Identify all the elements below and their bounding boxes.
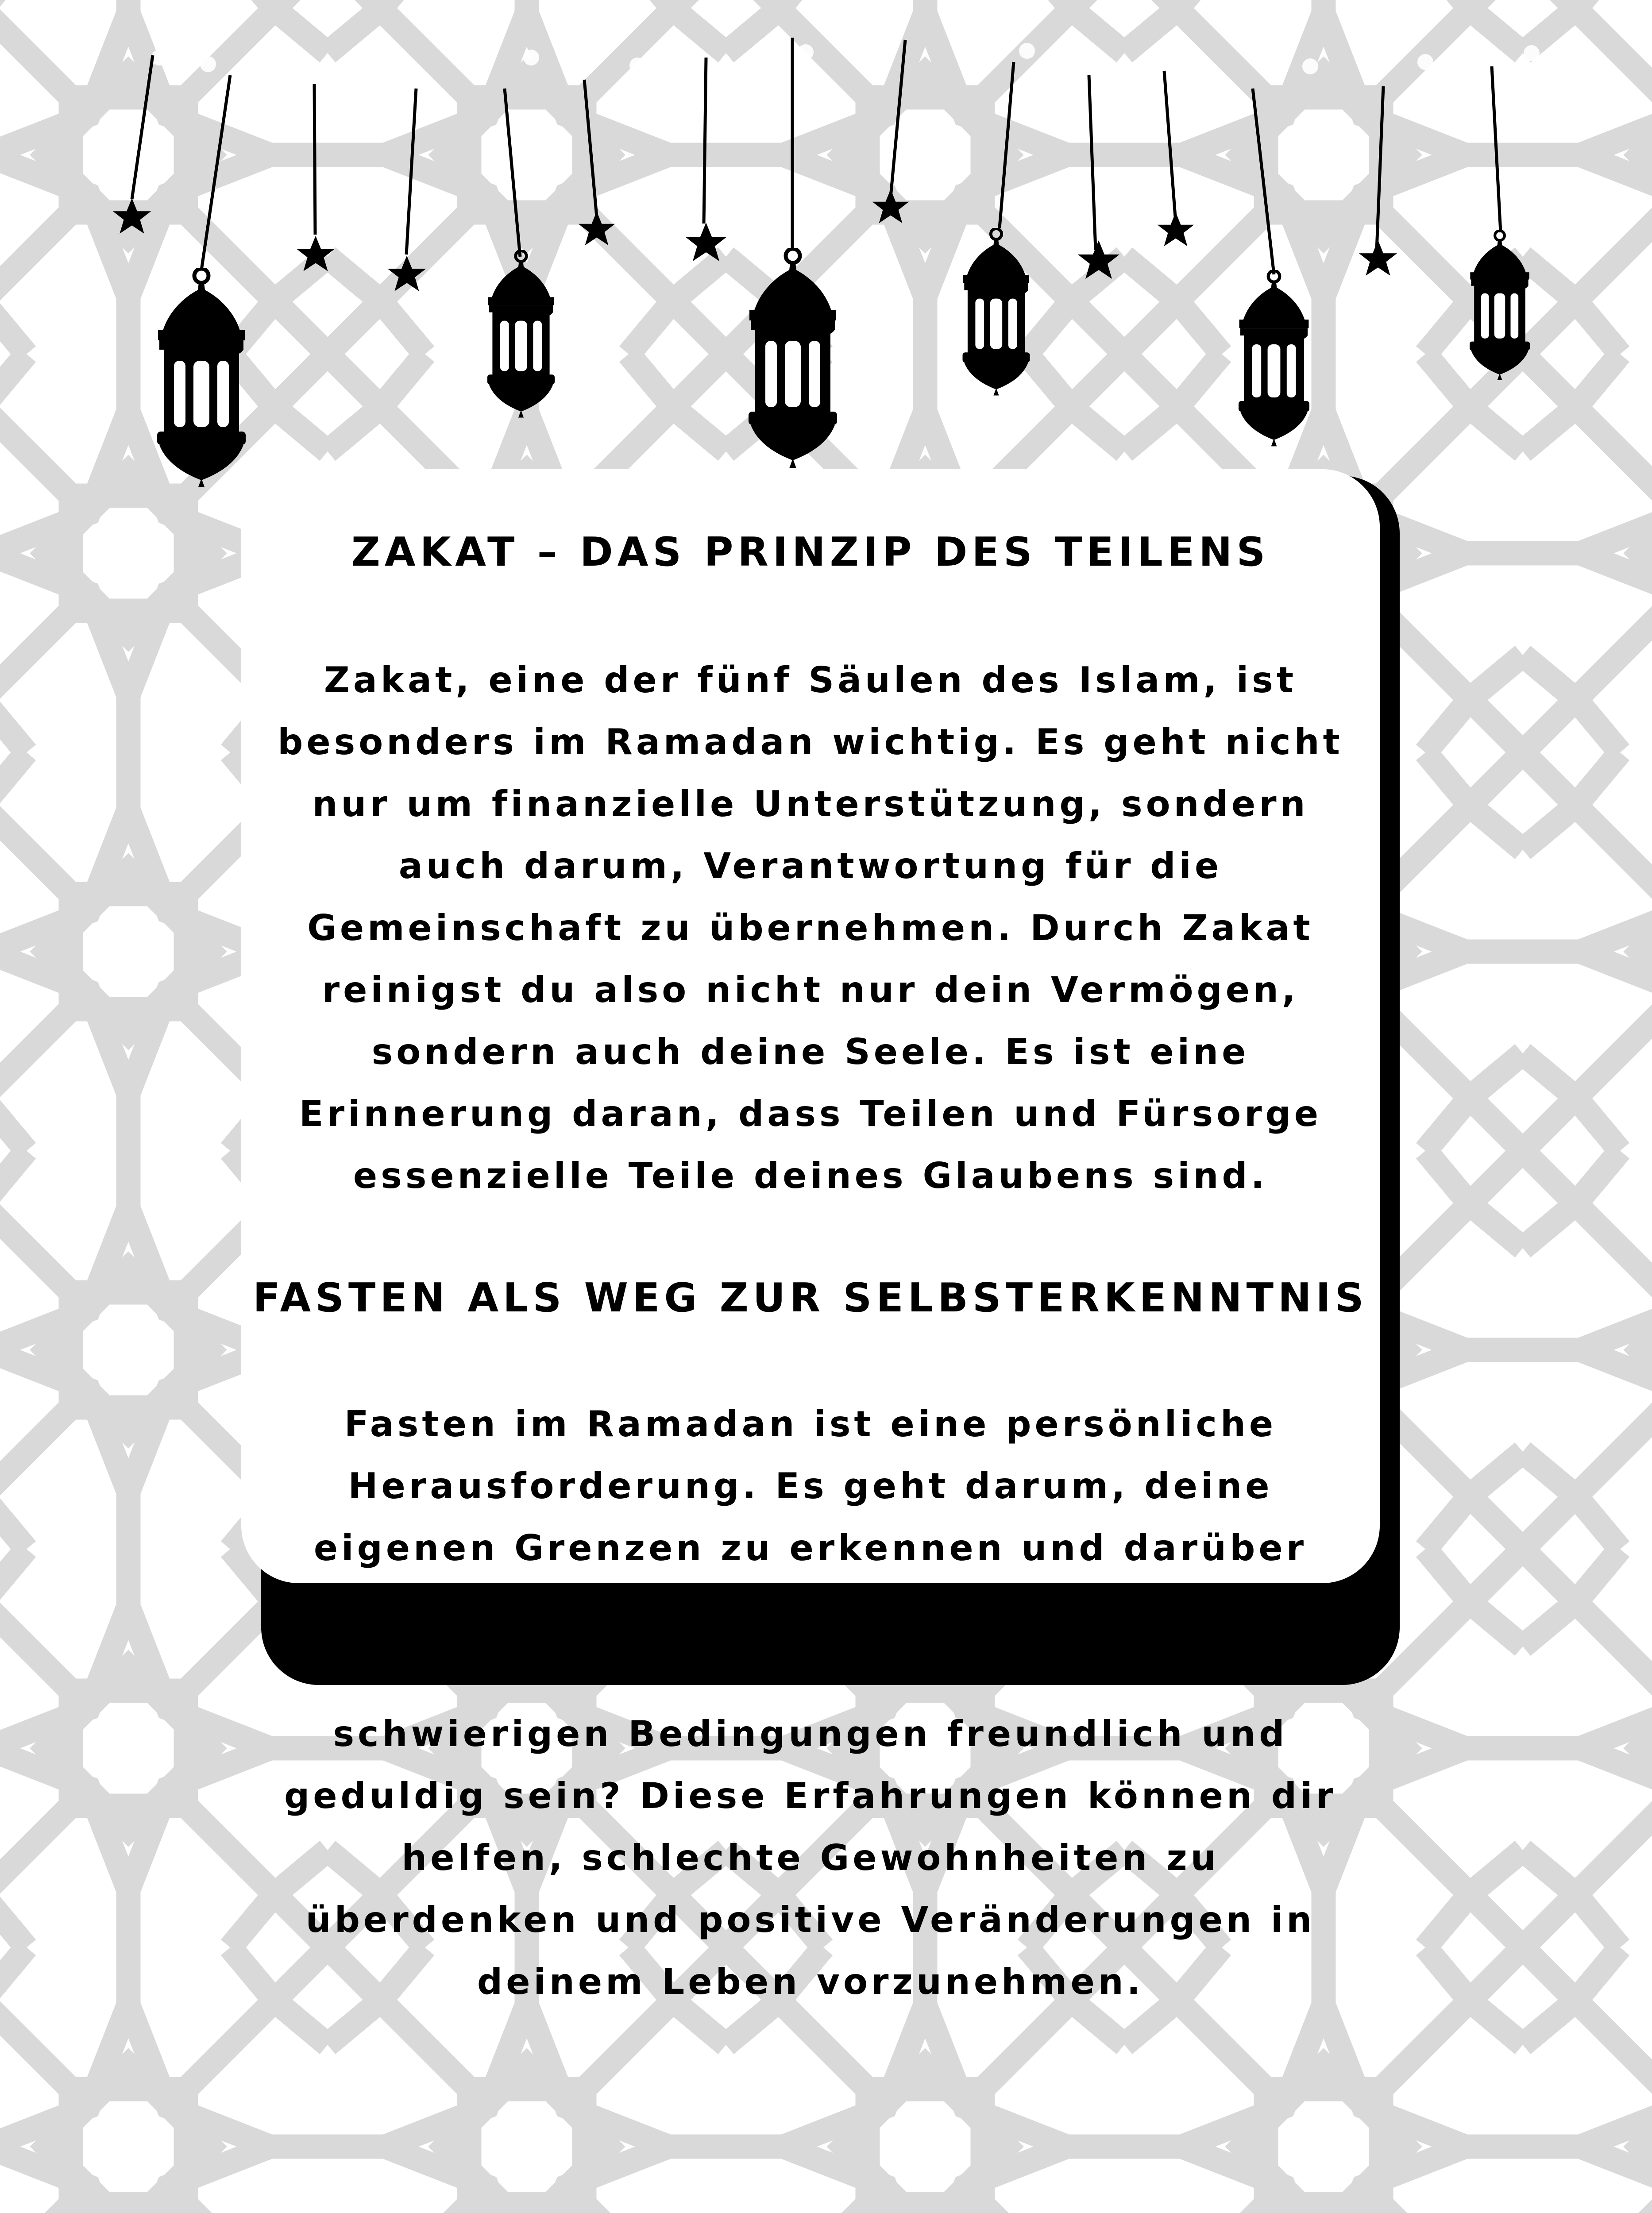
hanging-decorations	[0, 0, 1652, 487]
star-icon	[1158, 212, 1194, 247]
section-heading-fasten: FASTEN ALS WEG ZUR SELBSTERKENNTNIS	[253, 1275, 1368, 1321]
section-body-fasten: Fasten im Ramadan ist eine persönliche Herausforderung. Es geht darum, deine eigenen Grenzen zu erkennen und darüber hinauszugehen. Wie reagierst du auf Hunger oder Durst? Kannst du auch unter schwierigen Bedingungen freundlich und geduldig sein? Diese Erfahrungen können dir helfen, schlechte Gewohnheiten zu überdenken und positive Veränderungen in deinem Leben vorzunehmen.	[284, 1403, 1337, 2002]
lantern-icon	[1239, 271, 1309, 447]
star-icon	[1359, 240, 1397, 276]
dotted-garland	[151, 41, 1540, 74]
star-icon	[579, 212, 615, 246]
star-icon	[872, 189, 909, 224]
lantern-icon	[1470, 231, 1530, 380]
star-icon	[297, 236, 335, 271]
lantern-icon	[487, 251, 555, 418]
lantern-icon	[963, 229, 1030, 396]
star-icon	[388, 256, 426, 291]
lantern-icon	[157, 269, 246, 487]
section-heading-zakat: ZAKAT – DAS PRINZIP DES TEILENS	[351, 529, 1270, 575]
star-icon	[1078, 240, 1119, 279]
lantern-icon	[749, 249, 837, 468]
star-icon	[685, 223, 727, 261]
section-body-zakat: Zakat, eine der fünf Säulen des Islam, ist besonders im Ramadan wichtig. Es geht nicht nur um finanzielle Unterstützung, sondern auch darum, Verantwortung für die Gemeinschaft zu übernehmen. Durch Zakat reinigst du also nicht nur dein Vermögen, sondern auch deine Seele. Es ist eine Erinnerung daran, dass Teilen und Fürsorge essenzielle Teile deines Glaubens sind.	[278, 659, 1343, 1196]
star-icon	[113, 198, 151, 234]
